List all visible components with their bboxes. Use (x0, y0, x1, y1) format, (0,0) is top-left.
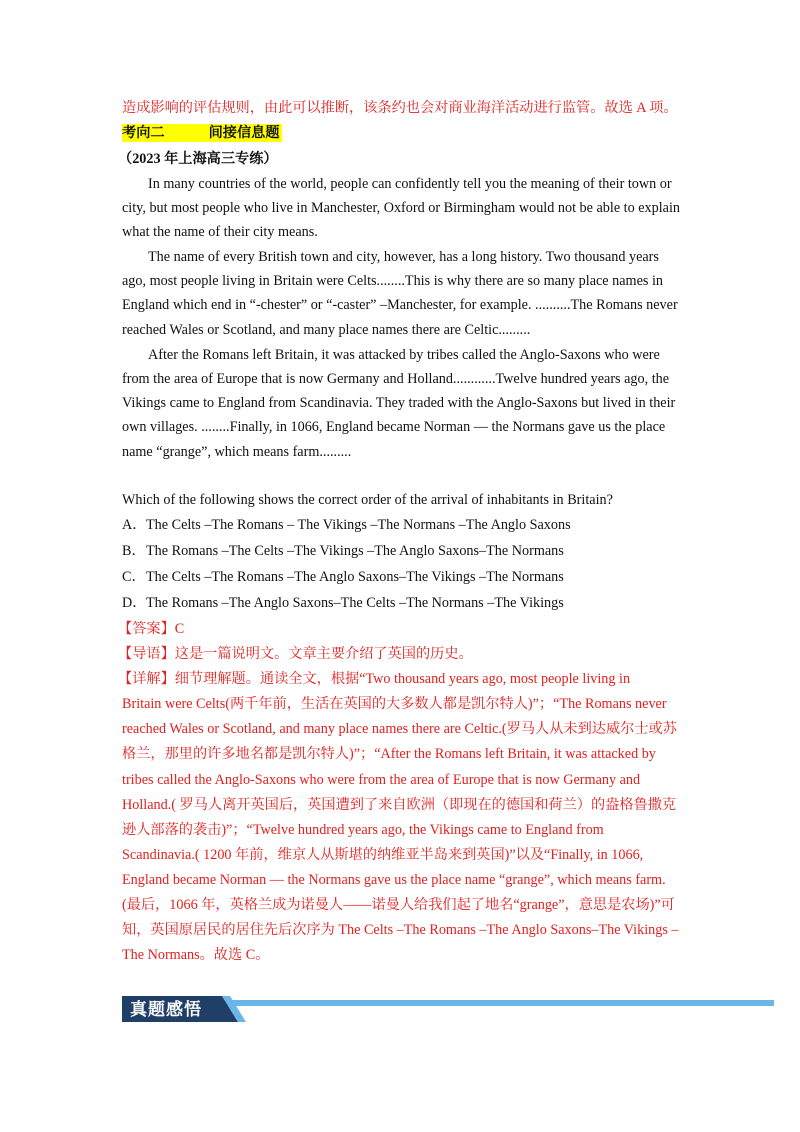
section-banner (122, 996, 774, 1026)
explanation-line: (最后，1066 年，英格兰成为诺曼人——诺曼人给我们起了地名“grange”，意思是农场)”可 (122, 897, 675, 913)
intro-line: 造成影响的评估规则，由此可以推断，该条约也会对商业海洋活动进行监管。故选 A 项。 (122, 100, 678, 116)
passage-line: Vikings came to England from Scandinavia. They traded with the Anglo-Saxons but lived in their (122, 395, 676, 411)
passage-line: In many countries of the world, people can confidently tell you the meaning of their town or (148, 176, 672, 192)
explanation-line: Holland.( 罗马人离开英国后，英国遭到了来自欧洲（即现在的德国和荷兰）的盎格鲁撒克 (122, 797, 677, 813)
explanation-line: 逊人部落的袭击)”；“Twelve hundred years ago, the Vikings came to England from (122, 822, 604, 838)
explanation-line: reached Wales or Scotland, and many place names there are Celtic.(罗马人从未到达威尔士或苏 (122, 721, 677, 737)
banner-shape (122, 996, 774, 1026)
passage-line: After the Romans left Britain, it was attacked by tribes called the Anglo-Saxons who were (148, 347, 660, 363)
option-text: The Celts –The Romans – The Vikings –The Normans –The Anglo Saxons (146, 517, 571, 533)
explanation-line: Britain were Celts(两千年前，生活在英国的大多数人都是凯尔特人)”；“The Romans never (122, 696, 667, 712)
explanation-line: England became Norman — the Normans gave us the place name “grange”, which means farm. (122, 872, 666, 888)
explanation-line: 【详解】细节理解题。通读全文，根据“Two thousand years ago, most people living in (118, 671, 631, 687)
passage-line: The name of every British town and city, however, has a long history. Two thousand years (148, 249, 659, 265)
source-line: （2023 年上海高三专练） (118, 151, 278, 167)
explanation-line: The Normans。故选 C。 (122, 947, 270, 963)
question-stem: Which of the following shows the correct order of the arrival of inhabitants in Britain? (122, 492, 613, 508)
section-heading-label: 考向二 (122, 125, 165, 141)
guide-line: 【导语】这是一篇说明文。文章主要介绍了英国的历史。 (118, 646, 473, 662)
option-letter: D． (122, 595, 147, 611)
option-letter: B． (122, 543, 146, 559)
passage-line: from the area of Europe that is now Germany and Holland............Twelve hundred years ago, the (122, 371, 670, 387)
passage-line: ago, most people living in Britain were Celts........This is why there are so many place names in (122, 273, 663, 289)
passage-line: city, but most people who live in Manchester, Oxford or Birmingham would not be able to explain (122, 200, 681, 216)
passage-line: own villages. ........Finally, in 1066, England became Norman — the Normans gave us the place (122, 419, 666, 435)
explanation-line: tribes called the Anglo-Saxons who were from the area of Europe that is now Germany and (122, 772, 641, 788)
option-letter: A． (122, 517, 147, 533)
passage-line: reached Wales or Scotland, and many place names there are Celtic......... (122, 322, 531, 338)
option-c (122, 568, 564, 586)
option-text: The Romans –The Celts –The Vikings –The Anglo Saxons–The Normans (146, 543, 564, 559)
option-b (122, 542, 564, 560)
banner-label: 真题感悟 (130, 1000, 202, 1020)
section-heading-title: 间接信息题 (208, 125, 280, 141)
option-d (122, 594, 564, 612)
option-text: The Romans –The Anglo Saxons–The Celts –The Normans –The Vikings (146, 595, 564, 611)
passage-line: England which end in “-chester” or “-caster” –Manchester, for example. ..........The Romans never (122, 297, 678, 313)
passage-line: what the name of their city means. (122, 224, 318, 240)
option-text: The Celts –The Romans –The Anglo Saxons–The Vikings –The Normans (146, 569, 564, 585)
option-letter: C． (122, 569, 146, 585)
answer-line: 【答案】C (118, 621, 185, 637)
explanation-line: 格兰，那里的许多地名都是凯尔特人)”；“After the Romans left Britain, it was attacked by (122, 746, 656, 762)
passage-line: name “grange”, which means farm......... (122, 444, 352, 460)
option-a (122, 516, 571, 534)
explanation-line: 知，英国原居民的居住先后次序为 The Celts –The Romans –The Anglo Saxons–The Vikings – (122, 922, 679, 938)
explanation-line: Scandinavia.( 1200 年前，维京人从斯堪的纳维亚半岛来到英国)”以及“Finally, in 1066, (122, 847, 644, 863)
section-heading (122, 124, 282, 142)
section-heading-highlight (122, 124, 282, 142)
